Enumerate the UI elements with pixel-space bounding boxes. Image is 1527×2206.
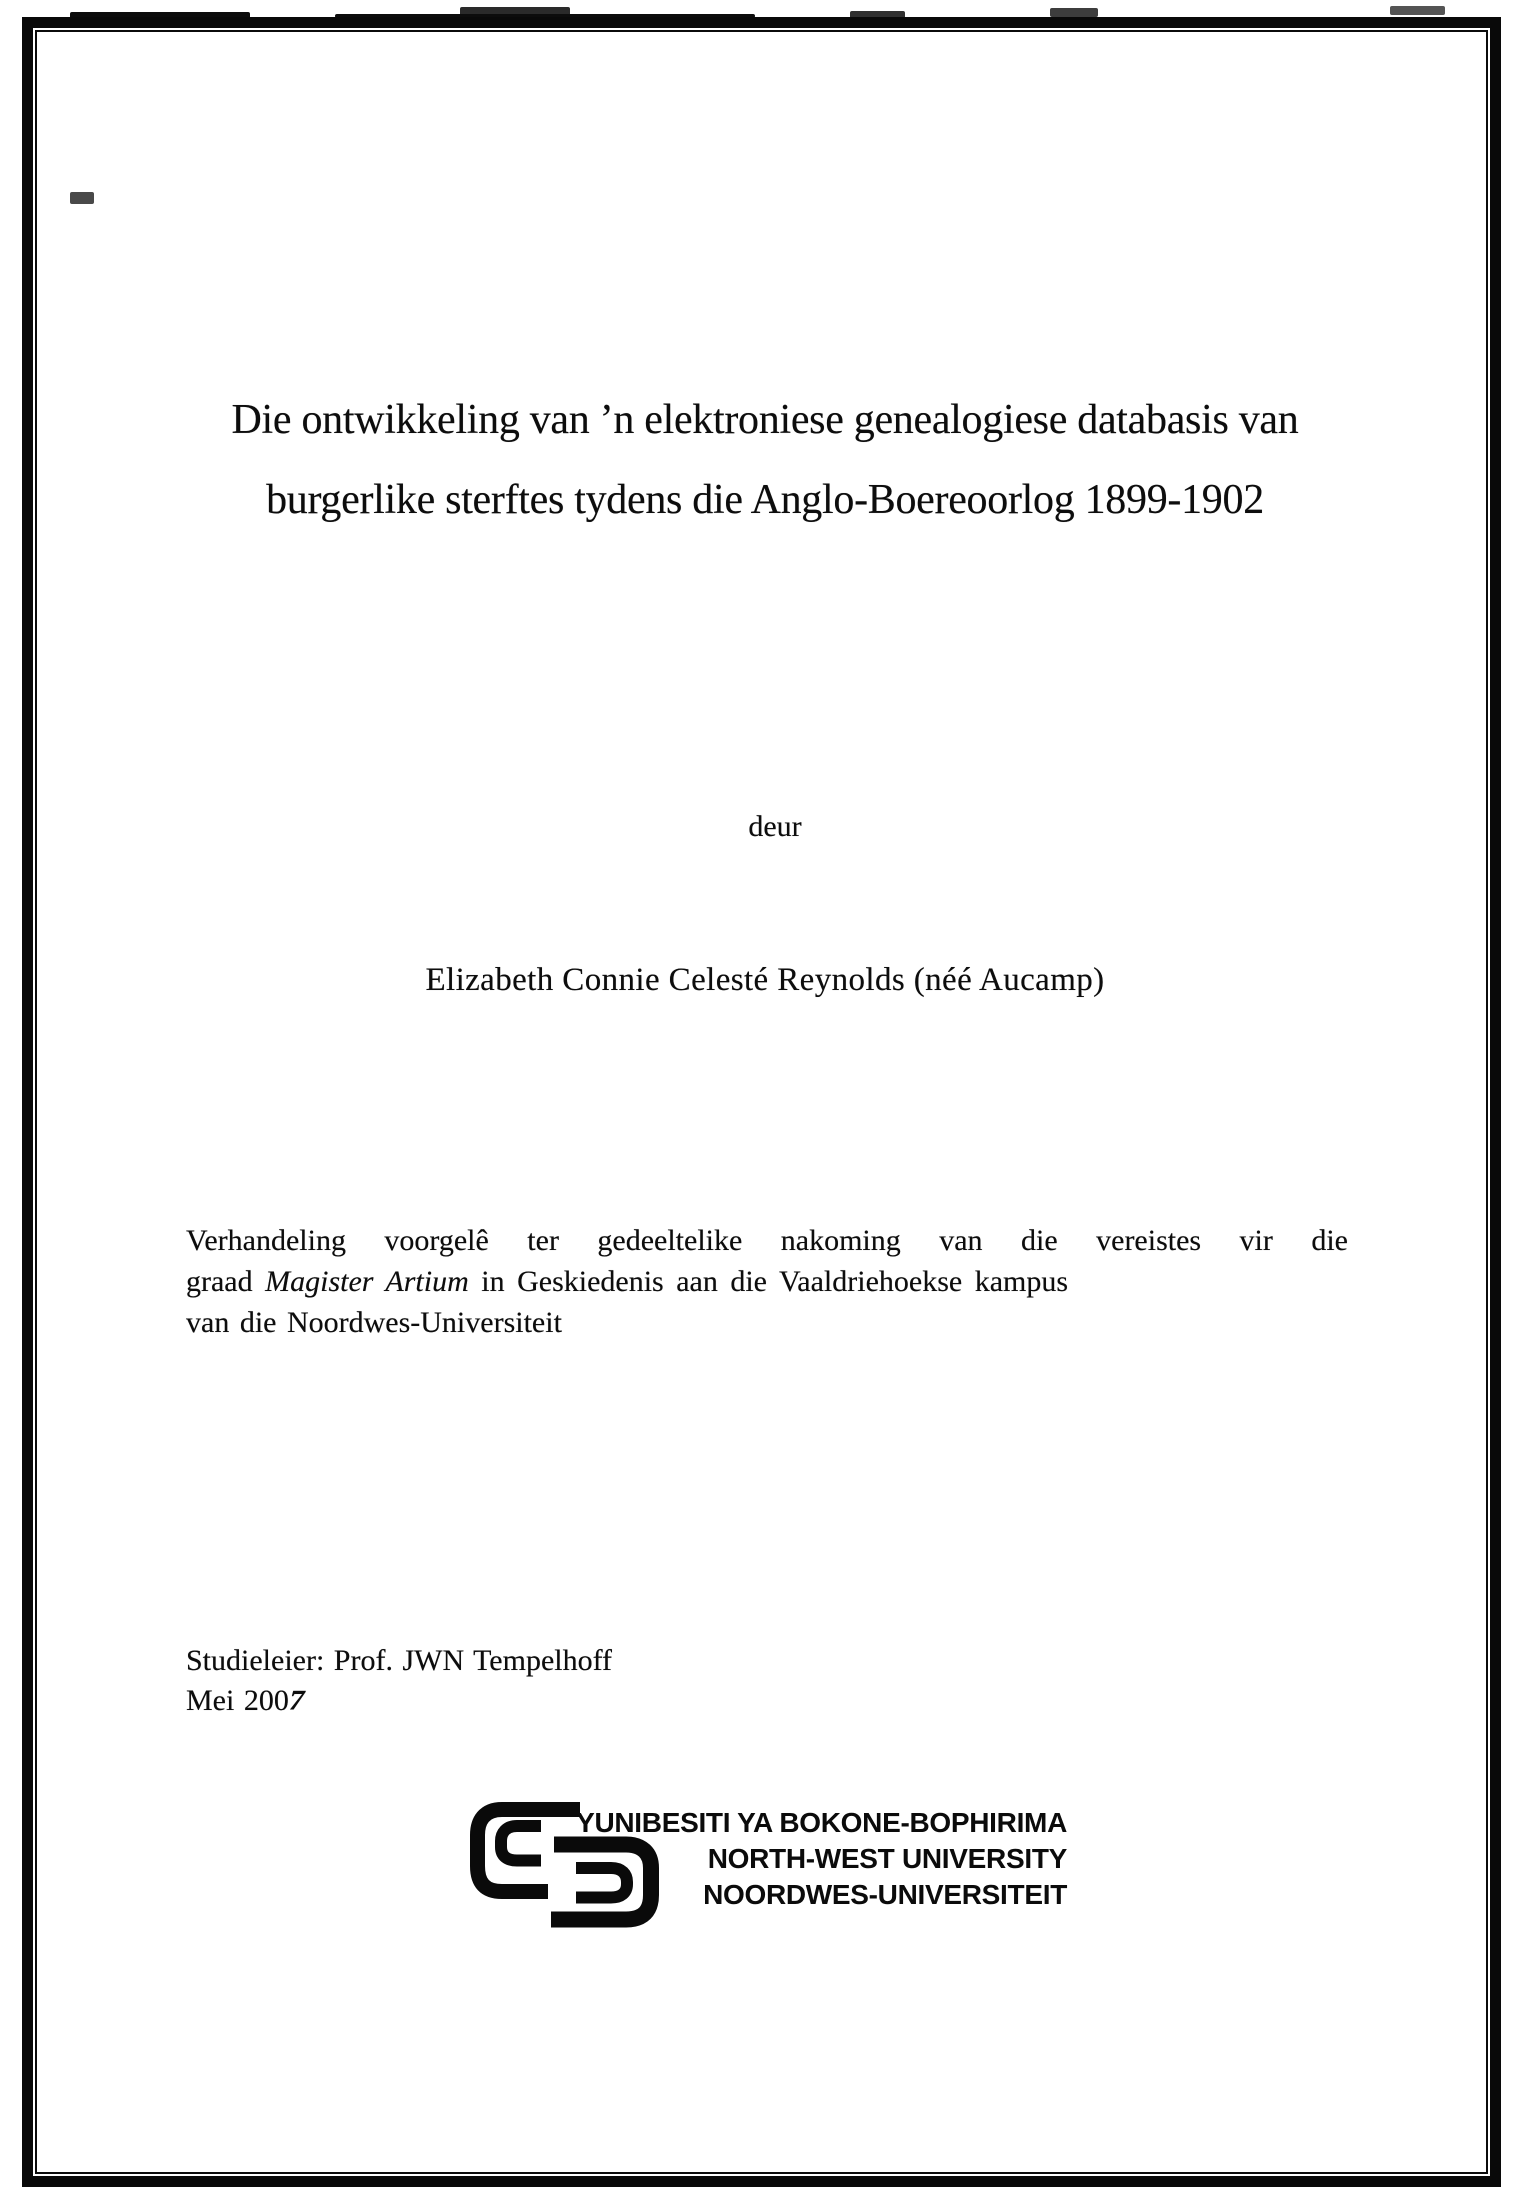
university-name-afrikaans: NOORDWES-UNIVERSITEIT [703, 1879, 1067, 1910]
degree-declaration [186, 1220, 1348, 1343]
page-title [180, 380, 1350, 540]
date-line [186, 1681, 612, 1721]
author-name: Elizabeth Connie Celesté Reynolds (néé Aucamp) [425, 962, 1105, 998]
date-prefix: Mei 200 [186, 1684, 289, 1717]
university-name-setswana: YUNIBESITI YA BOKONE-BOPHIRIMA [576, 1807, 1067, 1838]
university-name-english: NORTH-WEST UNIVERSITY [707, 1843, 1067, 1874]
title-line-2: burgerlike sterftes tydens die Anglo-Boereoorlog 1899-1902 [266, 477, 1264, 523]
scan-artifact [1050, 8, 1098, 17]
declaration-line-2-pre: graad [186, 1265, 266, 1298]
degree-name-italic: Magister Artium [265, 1265, 469, 1298]
byline: deur [748, 810, 802, 843]
declaration-line-3: van die Noordwes-Universiteit [186, 1306, 562, 1339]
declaration-line-2 [186, 1261, 1348, 1302]
declaration-line-2-post: in Geskiedenis aan die Vaaldriehoekse kampus [468, 1265, 1069, 1298]
date-last-digit: 7 [285, 1684, 308, 1717]
supervisor-and-date [186, 1641, 612, 1721]
scan-artifact [1390, 6, 1445, 15]
title-line-1: Die ontwikkeling van ’n elektroniese genealogiese databasis van [231, 397, 1299, 443]
supervisor-line: Studieleier: Prof. JWN Tempelhoff [186, 1644, 613, 1677]
university-name-block [567, 1805, 1067, 1913]
declaration-line-1: Verhandeling voorgelê ter gedeeltelike nakoming van die vereistes vir die [186, 1224, 1348, 1257]
